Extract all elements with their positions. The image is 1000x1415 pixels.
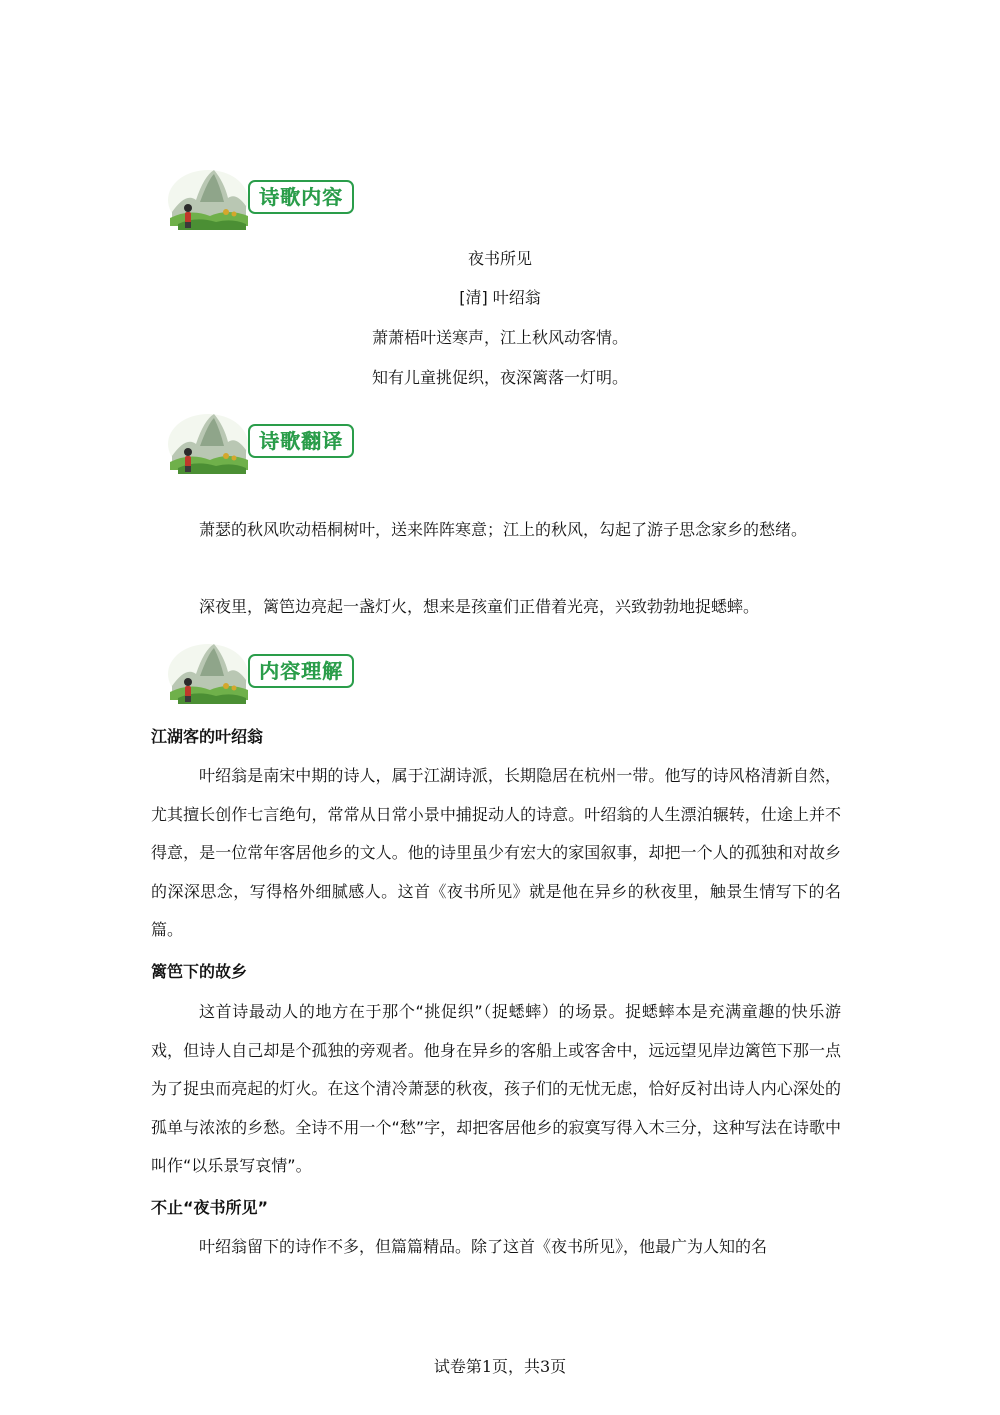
section-banner-content-understanding: [166, 636, 358, 706]
poem-line-1: 萧萧梧叶送寒声，江上秋风动客情。: [371, 328, 628, 347]
landscape-icon: [166, 636, 250, 706]
poem-title: 夜书所见: [467, 249, 532, 268]
understanding-paragraph-2: 这首诗最动人的地方在于那个“挑促织”（捉蟋蟀）的场景。捉蟋蟀本是充满童趣的快乐游戏，但诗人自己却是个孤独的旁观者。他身在异乡的客船上或客舍中，远远望见岸边篱笆下那一点为了捉虫而亮起的灯火。在这个清冷萧瑟的秋夜，孩子们的无忧无虑，恰好反衬出诗人内心深处的孤单与浓浓的乡愁。全诗不用一个“愁”字，却把客居他乡的寂寞写得入木三分，这种写法在诗歌中叫作“以乐景写哀情”。: [151, 1002, 841, 1175]
subheading-hometown: 篱笆下的故乡: [151, 962, 248, 981]
section-banner-poem-translation: [166, 406, 358, 476]
landscape-icon: [166, 162, 250, 232]
subheading-author: 江湖客的叶绍翁: [151, 727, 264, 746]
poem-author: [清] 叶绍翁: [459, 288, 541, 307]
section-banner-poem-content: [166, 162, 358, 232]
page-footer: 试卷第1页，共3页: [433, 1357, 567, 1376]
understanding-paragraph-1: 叶绍翁是南宋中期的诗人，属于江湖诗派，长期隐居在杭州一带。他写的诗风格清新自然，尤其擅长创作七言绝句，常常从日常小景中捕捉动人的诗意。叶绍翁的人生漂泊辗转，仕途上并不得意，是一位常年客居他乡的文人。他的诗里虽少有宏大的家国叙事，却把一个人的孤独和对故乡的深深思念，写得格外细腻感人。这首《夜书所见》就是他在异乡的秋夜里，触景生情写下的名篇。: [151, 766, 841, 939]
landscape-icon: [166, 406, 250, 476]
translation-paragraph-1: 萧瑟的秋风吹动梧桐树叶，送来阵阵寒意；江上的秋风，勾起了游子思念家乡的愁绪。: [199, 520, 808, 539]
poem-line-2: 知有儿童挑促织，夜深篱落一灯明。: [371, 368, 628, 387]
translation-paragraph-2: 深夜里，篱笆边亮起一盏灯火，想来是孩童们正借着光亮，兴致勃勃地捉蟋蟀。: [199, 597, 760, 616]
section-title-poem-content: 诗歌内容: [248, 180, 354, 214]
section-title-content-understanding: 内容理解: [248, 654, 354, 688]
section-title-poem-translation: 诗歌翻译: [248, 424, 354, 458]
subheading-more-works: 不止“夜书所见”: [151, 1198, 269, 1217]
understanding-paragraph-3: 叶绍翁留下的诗作不多，但篇篇精品。除了这首《夜书所见》，他最广为人知的名: [199, 1237, 768, 1256]
